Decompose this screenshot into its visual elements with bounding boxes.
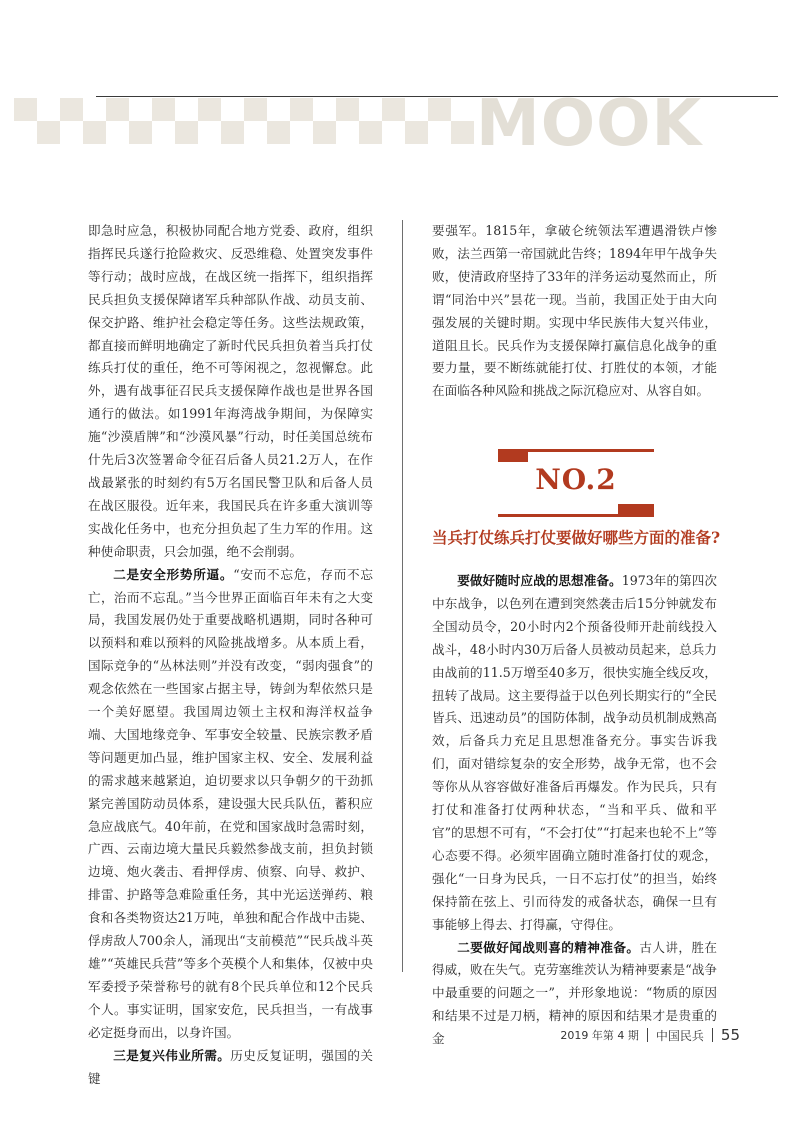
page-number: 55 <box>720 1026 740 1044</box>
footer-issue: 2019 年第 4 期 <box>560 1029 639 1042</box>
paragraph-text: 即急时应急，积极协同配合地方党委、政府，组织指挥民兵遂行抢险救灾、反恐维稳、处置突发事件等行动；战时应战，在战区统一指挥下，组织指挥民兵担负支援保障诸军兵种部队作战、动员支前、保交护路、维护社会稳定等任务。这些法规政策，都直接而鲜明地确定了新时代民兵担负着当兵打仗练兵打仗的重任，绝不可等闲视之，忽视懈怠。此外，遇有战事征召民兵支援保障作战也是世界各国通行的做法。如1991年海湾战争期间，为保障实施“沙漠盾牌”和“沙漠风暴”行动，时任美国总统布什先后3次签署命令征召后备人员21.2万人，在作战最紧张的时刻约有5万名国民警卫队和后备人员在战区服役。近年来，我国民兵在许多重大演训等实战化任务中，也充分担负起了生力军的作用。这种使命职责，只会加强，绝不会削弱。 <box>88 223 373 559</box>
paragraph <box>88 564 373 1045</box>
page-footer <box>560 1026 740 1044</box>
paragraph-lead: 二要做好闻战则喜的精神准备。 <box>457 939 640 955</box>
paragraph-text: 历史反复证明，强国的关键 <box>88 1047 374 1086</box>
paragraph-text: 1973年的第四次中东战争，以色列在遭到突然袭击后15分钟就发布全国动员令，20小时内2个预备役师开赴前线投入战斗，48小时内30万后备人员被动员起来，总兵力由战前的11.5万增至40多万，很快实施全线反攻，扭转了战局。这主要得益于以色列长期实行的“全民皆兵、迅速动员”的国防体制，战争动员机制成熟高效，后备兵力充足且思想准备充分。事实告诉我们，面对错综复杂的安全形势，战争无常，也不会等你从从容容做好准备后再爆发。作为民兵，只有打仗和准备打仗两种状态，“当和平兵、做和平官”的思想不可有，“不会打仗”“打起来也轮不上”等心态要不得。必须牢固确立随时准备打仗的观念，强化“一日身为民兵，一日不忘打仗”的担当，始终保持箭在弦上、引而待发的戒备状态，确保一旦有事能够上得去、打得赢，守得住。 <box>432 573 718 932</box>
section-number: NO.2 <box>535 463 617 496</box>
badge-accent-line <box>528 449 654 452</box>
paragraph-text: 要强军。1815年，拿破仑统领法军遭遇滑铁卢惨败，法兰西第一帝国就此告终；1894年甲午战争失败，使清政府坚持了33年的洋务运动戛然而止，所谓“同治中兴”昙花一现。当前，我国正处于由大向强发展的关键时期。实现中华民族伟大复兴伟业，道阻且长。民兵作为支援保障打赢信息化战争的重要力量，要不断练就能打仗、打胜仗的本领，才能在面临各种风险和挑战之际沉稳应对、从容自如。 <box>432 223 717 399</box>
footer-separator <box>712 1028 713 1042</box>
footer-separator <box>647 1028 648 1042</box>
paragraph <box>432 220 717 403</box>
section-number-badge <box>498 449 654 517</box>
left-column <box>88 220 373 1090</box>
footer-magazine: 中国民兵 <box>655 1028 704 1043</box>
paragraph-text: “安而不忘危，存而不忘亡，治而不忘乱。”当今世界正面临百年未有之大变局，我国发展仍处于重要战略机遇期，同时各种可以预料和难以预料的风险挑战增多。从本质上看，国际竞争的“丛林法则”并没有改变，“弱肉强食”的观念依然在一些国家占据主导，铸剑为犁依然只是一个美好愿望。我国周边领土主权和海洋权益争端、大国地缘竞争、军事安全较量、民族宗教矛盾等问题更加凸显，维护国家主权、安全、发展利益的需求越来越紧迫，迫切要求以只争朝夕的干劲抓紧完善国防动员体系，建设强大民兵队伍，蓄积应急应战底气。40年前，在党和国家战时急需时刻，广西、云南边境大量民兵毅然参战支前，担负封锁边境、炮火袭击、看押俘虏、侦察、向导、救护、排雷、护路等急难险重任务，其中光运送弹药、粮食和各类物资达21万吨，单独和配合作战中击毙、俘虏敌人700余人，涌现出“支前模范”“民兵战斗英雄”“英雄民兵营”等多个英模个人和集体，仅被中央军委授予荣誉称号的就有8个民兵单位和12个民兵个人。事实证明，国家安危，民兵担当，一有战事必定挺身而出，以身许国。 <box>88 566 373 1040</box>
paragraph-lead: 二是安全形势所逼。 <box>113 566 234 582</box>
badge-accent-bar <box>498 449 528 462</box>
paragraph-lead: 三是复兴伟业所需。 <box>113 1047 231 1063</box>
badge-accent-bar <box>618 504 654 517</box>
right-column-bottom <box>432 570 717 1051</box>
paragraph <box>432 570 717 937</box>
paragraph-lead: 要做好随时应战的思想准备。 <box>457 573 622 588</box>
column-divider <box>402 220 403 972</box>
paragraph <box>88 1045 373 1091</box>
header-checker-pattern <box>14 98 474 146</box>
badge-accent-line <box>498 514 618 517</box>
paragraph-text: 古人讲，胜在得威，败在失气。克劳塞维茨认为精神要素是“战争中最重要的问题之一”，并形象地说：“物质的原因和结果不过是刀柄，精神的原因和结果才是贵重的金 <box>432 939 718 1047</box>
paragraph <box>88 220 373 564</box>
header-brand: MOOK <box>476 87 703 161</box>
section-question-heading: 当兵打仗练兵打仗要做好哪些方面的准备? <box>432 528 721 547</box>
right-column-top <box>432 220 717 403</box>
